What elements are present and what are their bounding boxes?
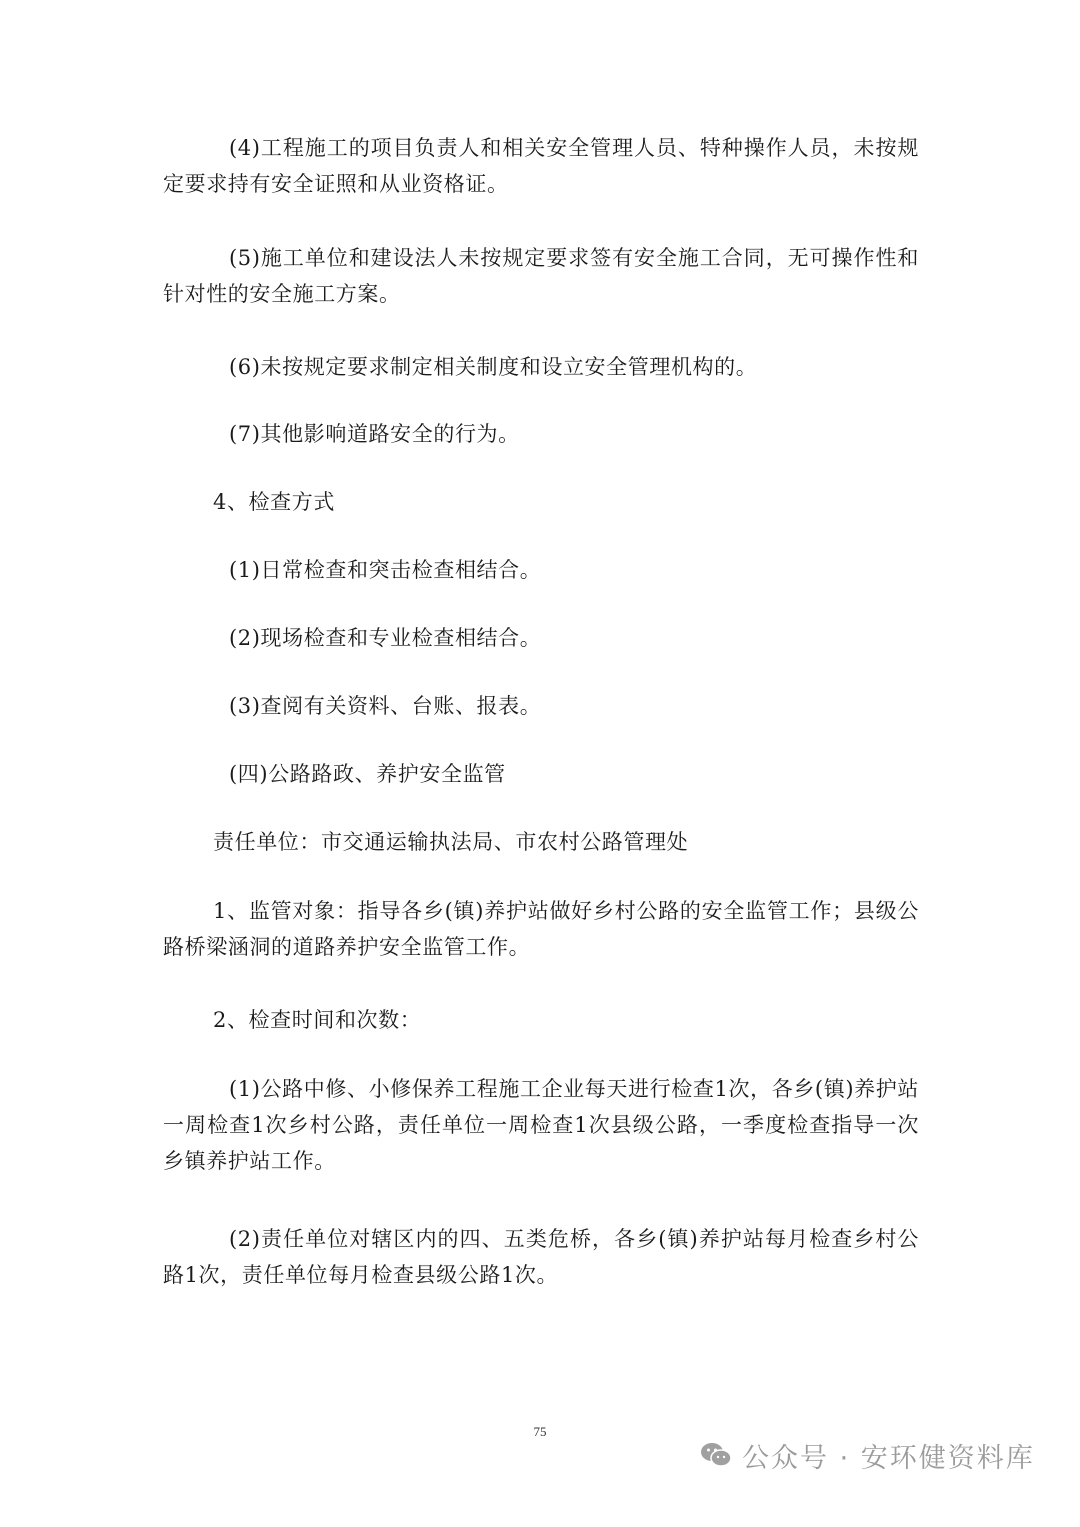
section-heading-road-maintenance: (四)公路路政、养护安全监管 [229,762,506,786]
paragraph-method-3: (3)查阅有关资料、台账、报表。 [229,694,542,718]
paragraph-time-2: (2)责任单位对辖区内的四、五类危桥，各乡(镇)养护站每月检查乡村公路1次，责任单位每月检查县级公路1次。 [163,1227,919,1287]
paragraph-method-1: (1)日常检查和突击检查相结合。 [229,558,542,582]
wechat-icon [700,1441,732,1469]
paragraph-item-4: (4)工程施工的项目负责人和相关安全管理人员、特种操作人员，未按规定要求持有安全证照和从业资格证。 [163,136,919,196]
watermark-text: 公众号 · 安环健资料库 [742,1442,1035,1474]
paragraph-item-5: (5)施工单位和建设法人未按规定要求签有安全施工合同，无可操作性和针对性的安全施工方案。 [163,246,919,306]
page-number: 75 [533,1424,547,1439]
watermark [700,1432,1035,1478]
paragraph-time-1: (1)公路中修、小修保养工程施工企业每天进行检查1次，各乡(镇)养护站一周检查1次乡村公路，责任单位一周检查1次县级公路，一季度检查指导一次乡镇养护站工作。 [163,1077,919,1173]
paragraph-method-2: (2)现场检查和专业检查相结合。 [229,626,542,650]
section-heading-inspection-time: 2、检查时间和次数： [213,1008,422,1032]
paragraph-item-6: (6)未按规定要求制定相关制度和设立安全管理机构的。 [229,355,758,379]
responsible-units: 责任单位：市交通运输执法局、市农村公路管理处 [213,830,689,854]
paragraph-item-7: (7)其他影响道路安全的行为。 [229,422,520,446]
section-heading-inspection-method: 4、检查方式 [213,490,335,514]
paragraph-supervision-object: 1、监管对象：指导各乡(镇)养护站做好乡村公路的安全监管工作；县级公路桥梁涵洞的道路养护安全监管工作。 [163,899,919,959]
